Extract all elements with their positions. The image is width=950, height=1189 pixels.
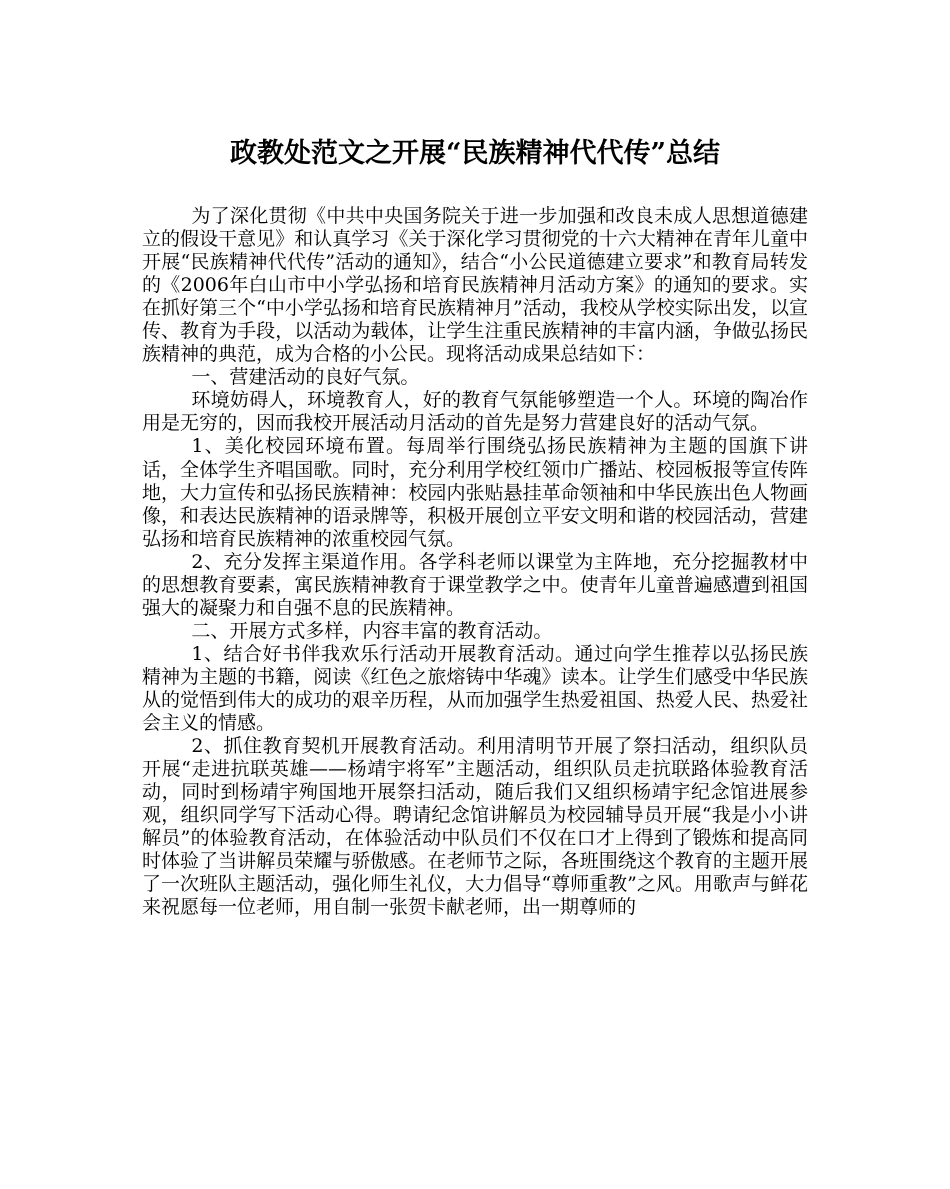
paragraph-classroom: 2、充分发挥主渠道作用。各学科老师以课堂为主阵地，充分挖掘教材中的思想教育要素，寓民族精神教育于课堂教学之中。使青年儿童普遍感遭到祖国强大的凝聚力和自强不息的民族精神。 — [142, 550, 808, 619]
paragraph-activities: 2、抓住教育契机开展教育活动。利用清明节开展了祭扫活动，组织队员开展“走进抗联英雄——杨靖宇将军”主题活动，组织队员走抗联路体验教育活动，同时到杨靖宇殉国地开展祭扫活动，随后我们又组织杨靖宇纪念馆进展参观，组织同学写下活动心得。聘请纪念馆讲解员为校园辅导员开展“我是小小讲解员”的体验教育活动，在体验活动中队员们不仅在口才上得到了锻炼和提高同时体验了当讲解员荣耀与骄傲感。在老师节之际，各班围绕这个教育的主题开展了一次班队主题活动，强化师生礼仪，大力倡导“尊师重教”之风。用歌声与鲜花来祝愿每一位老师，用自制一张贺卡献老师，出一期尊师的 — [142, 735, 808, 919]
paragraph-reading: 1、结合好书伴我欢乐行活动开展教育活动。通过向学生推荐以弘扬民族精神为主题的书籍，阅读《红色之旅熔铸中华魂》读本。让学生们感受中华民族从的觉悟到伟大的成功的艰辛历程，从而加强学生热爱祖国、热爱人民、热爱社会主义的情感。 — [142, 642, 808, 735]
paragraph-campus: 1、美化校园环境布置。每周举行围绕弘扬民族精神为主题的国旗下讲话，全体学生齐唱国歌。同时，充分利用学校红领巾广播站、校园板报等宣传阵地，大力宣传和弘扬民族精神：校园内张贴悬挂革命领袖和中华民族出色人物画像，和表达民族精神的语录牌等，积极开展创立平安文明和谐的校园活动，营建弘扬和培育民族精神的浓重校园气氛。 — [142, 435, 808, 550]
paragraph-environment: 环境妨碍人，环境教育人，好的教育气氛能够塑造一个人。环境的陶冶作用是无穷的，因而我校开展活动月活动的首先是努力营建良好的活动气氛。 — [142, 389, 808, 435]
section-heading-2: 二、开展方式多样，内容丰富的教育活动。 — [191, 619, 553, 642]
document-title: 政教处范文之开展“民族精神代代传”总结 — [229, 138, 721, 169]
section-heading-1: 一、营建活动的良好气氛。 — [191, 366, 420, 389]
paragraph-intro: 为了深化贯彻《中共中央国务院关于进一步加强和改良未成人思想道德建立的假设干意见》和认真学习《关于深化学习贯彻党的十六大精神在青年儿童中开展“民族精神代代传”活动的通知》，结合“小公民道德建立要求”和教育局转发的《2006年白山市中小学弘扬和培育民族精神月活动方案》的通知的要求。实在抓好第三个“中小学弘扬和培育民族精神月”活动，我校从学校实际出发，以宣传、教育为手段，以活动为载体，让学生注重民族精神的丰富内涵，争做弘扬民族精神的典范，成为合格的小公民。现将活动成果总结如下： — [142, 205, 808, 366]
document-body — [142, 205, 808, 919]
